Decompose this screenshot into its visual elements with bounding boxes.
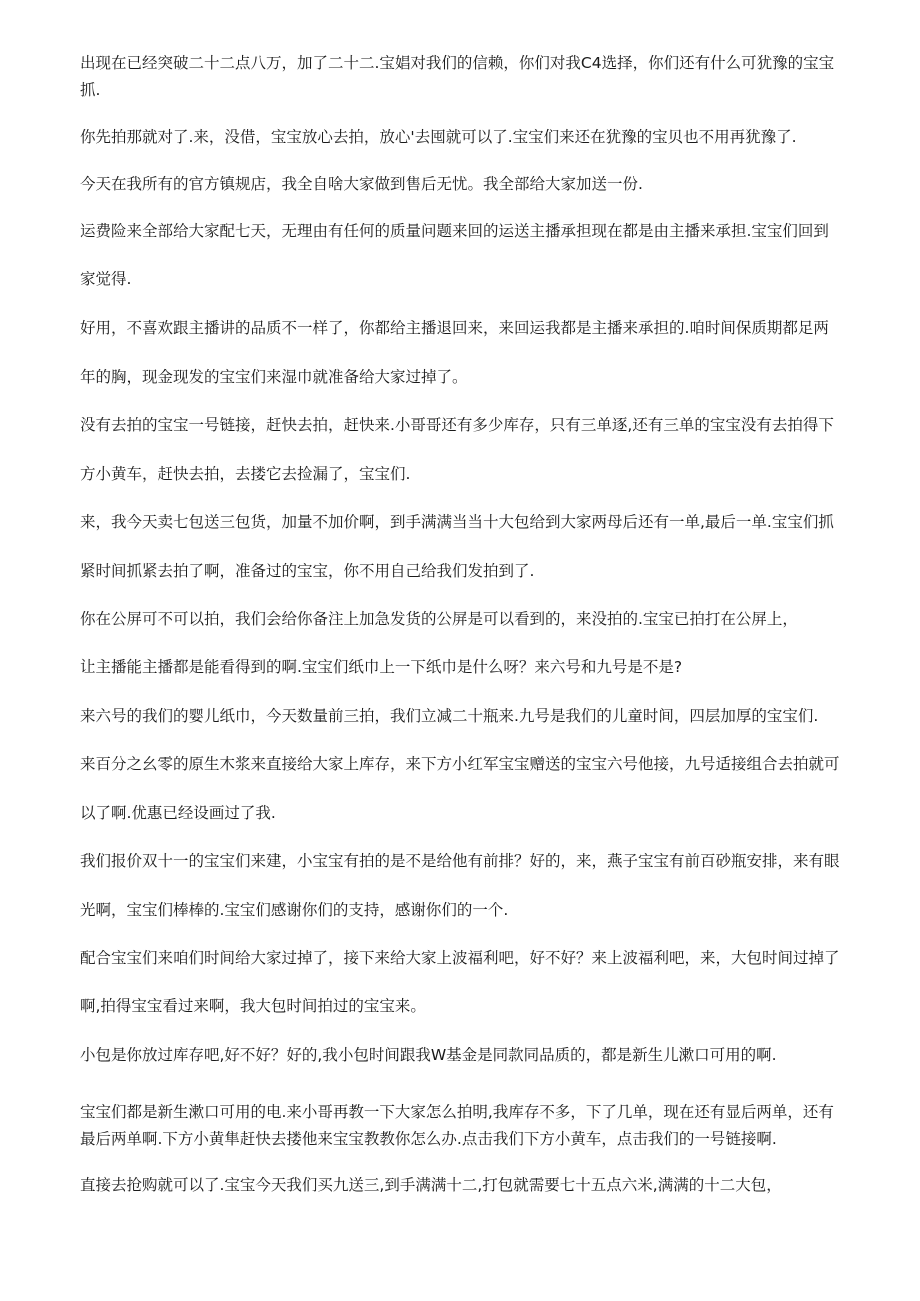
text-line: 配合宝宝们来咱们时间给大家过掉了，接下来给大家上波福利吧，好不好？来上波福利吧，来，大包时间过掉了 bbox=[80, 949, 840, 967]
text-line: 让主播能主播都是能看得到的啊.宝宝们纸巾上一下纸巾是什么呀？来六号和九号是不是? bbox=[80, 658, 683, 676]
text-line: 年的胸，现金现发的宝宝们来湿巾就准备给大家过掉了。 bbox=[80, 368, 468, 386]
text-line: 最后两单啊.下方小黄隼赶快去搂他来宝宝教教你怎么办.点击我们下方小黄车，点击我们的一号链接啊. bbox=[80, 1130, 777, 1148]
text-line: 你在公屏可不可以拍，我们会给你备注上加急发货的公屏是可以看到的，来没拍的.宝宝已拍打在公屏上， bbox=[80, 610, 798, 628]
text-line: 运费险来全部给大家配七天，无理由有任何的质量问题来回的运送主播承担现在都是由主播来承担.宝宝们回到 bbox=[80, 222, 829, 240]
text-line: 紧时间抓紧去拍了啊，准备过的宝宝，你不用自己给我们发拍到了. bbox=[80, 562, 535, 580]
text-line: 抓. bbox=[80, 81, 101, 99]
text-line: 来，我今天卖七包送三包货，加量不加价啊，到手满满当当十大包给到大家两母后还有一单,最后一单.宝宝们抓 bbox=[80, 513, 834, 531]
text-line: 直接去抢购就可以了.宝宝今天我们买九送三,到手满满十二,打包就需要七十五点六米,满满的十二大包， bbox=[80, 1176, 782, 1194]
text-line: 来六号的我们的婴儿纸巾，今天数量前三拍，我们立减二十瓶来.九号是我们的儿童时间，四层加厚的宝宝们. bbox=[80, 707, 819, 725]
text-line: 没有去拍的宝宝一号链接，赶快去拍，赶快来.小哥哥还有多少库存，只有三单逐,还有三单的宝宝没有去拍得下 bbox=[80, 416, 834, 434]
text-line: 光啊，宝宝们棒棒的.宝宝们感谢你们的支持，感谢你们的一个. bbox=[80, 901, 509, 919]
text-line: 宝宝们都是新生漱口可用的电.来小哥再教一下大家怎么拍明,我库存不多，下了几单，现在还有显后两单，还有 bbox=[80, 1103, 834, 1121]
text-line: 出现在已经突破二十二点八万，加了二十二.宝娼对我们的信赖，你们对我C4选择，你们还有什么可犹豫的宝宝 bbox=[80, 54, 835, 72]
text-line: 家觉得. bbox=[80, 270, 132, 288]
text-line: 来百分之幺零的原生木浆来直接给大家上库存，来下方小红军宝宝赠送的宝宝六号他接，九号适接组合去拍就可 bbox=[80, 755, 840, 773]
text-line: 你先拍那就对了.来，没借，宝宝放心去拍，放心'去囤就可以了.宝宝们来还在犹豫的宝贝也不用再犹豫了. bbox=[80, 128, 797, 146]
text-line: 小包是你放过库存吧,好不好？好的,我小包时间跟我W基金是同款同品质的，都是新生儿漱口可用的啊. bbox=[80, 1046, 777, 1064]
text-line: 我们报价双十一的宝宝们来建，小宝宝有拍的是不是给他有前排？好的，来，燕子宝宝有前百砂瓶安排，来有眼 bbox=[80, 852, 840, 870]
text-line: 啊,拍得宝宝看过来啊，我大包时间拍过的宝宝来。 bbox=[80, 997, 426, 1015]
text-line: 今天在我所有的官方镇规店，我全自啥大家做到售后无忧。我全部给大家加送一份. bbox=[80, 175, 643, 193]
text-line: 方小黄车，赶快去拍，去搂它去捡漏了，宝宝们. bbox=[80, 465, 411, 483]
text-line: 好用，不喜欢跟主播讲的品质不一样了，你都给主播退回来，来回运我都是主播来承担的.咱时间保质期都足两 bbox=[80, 319, 829, 337]
text-line: 以了啊.优惠已经设画过了我. bbox=[80, 804, 276, 822]
